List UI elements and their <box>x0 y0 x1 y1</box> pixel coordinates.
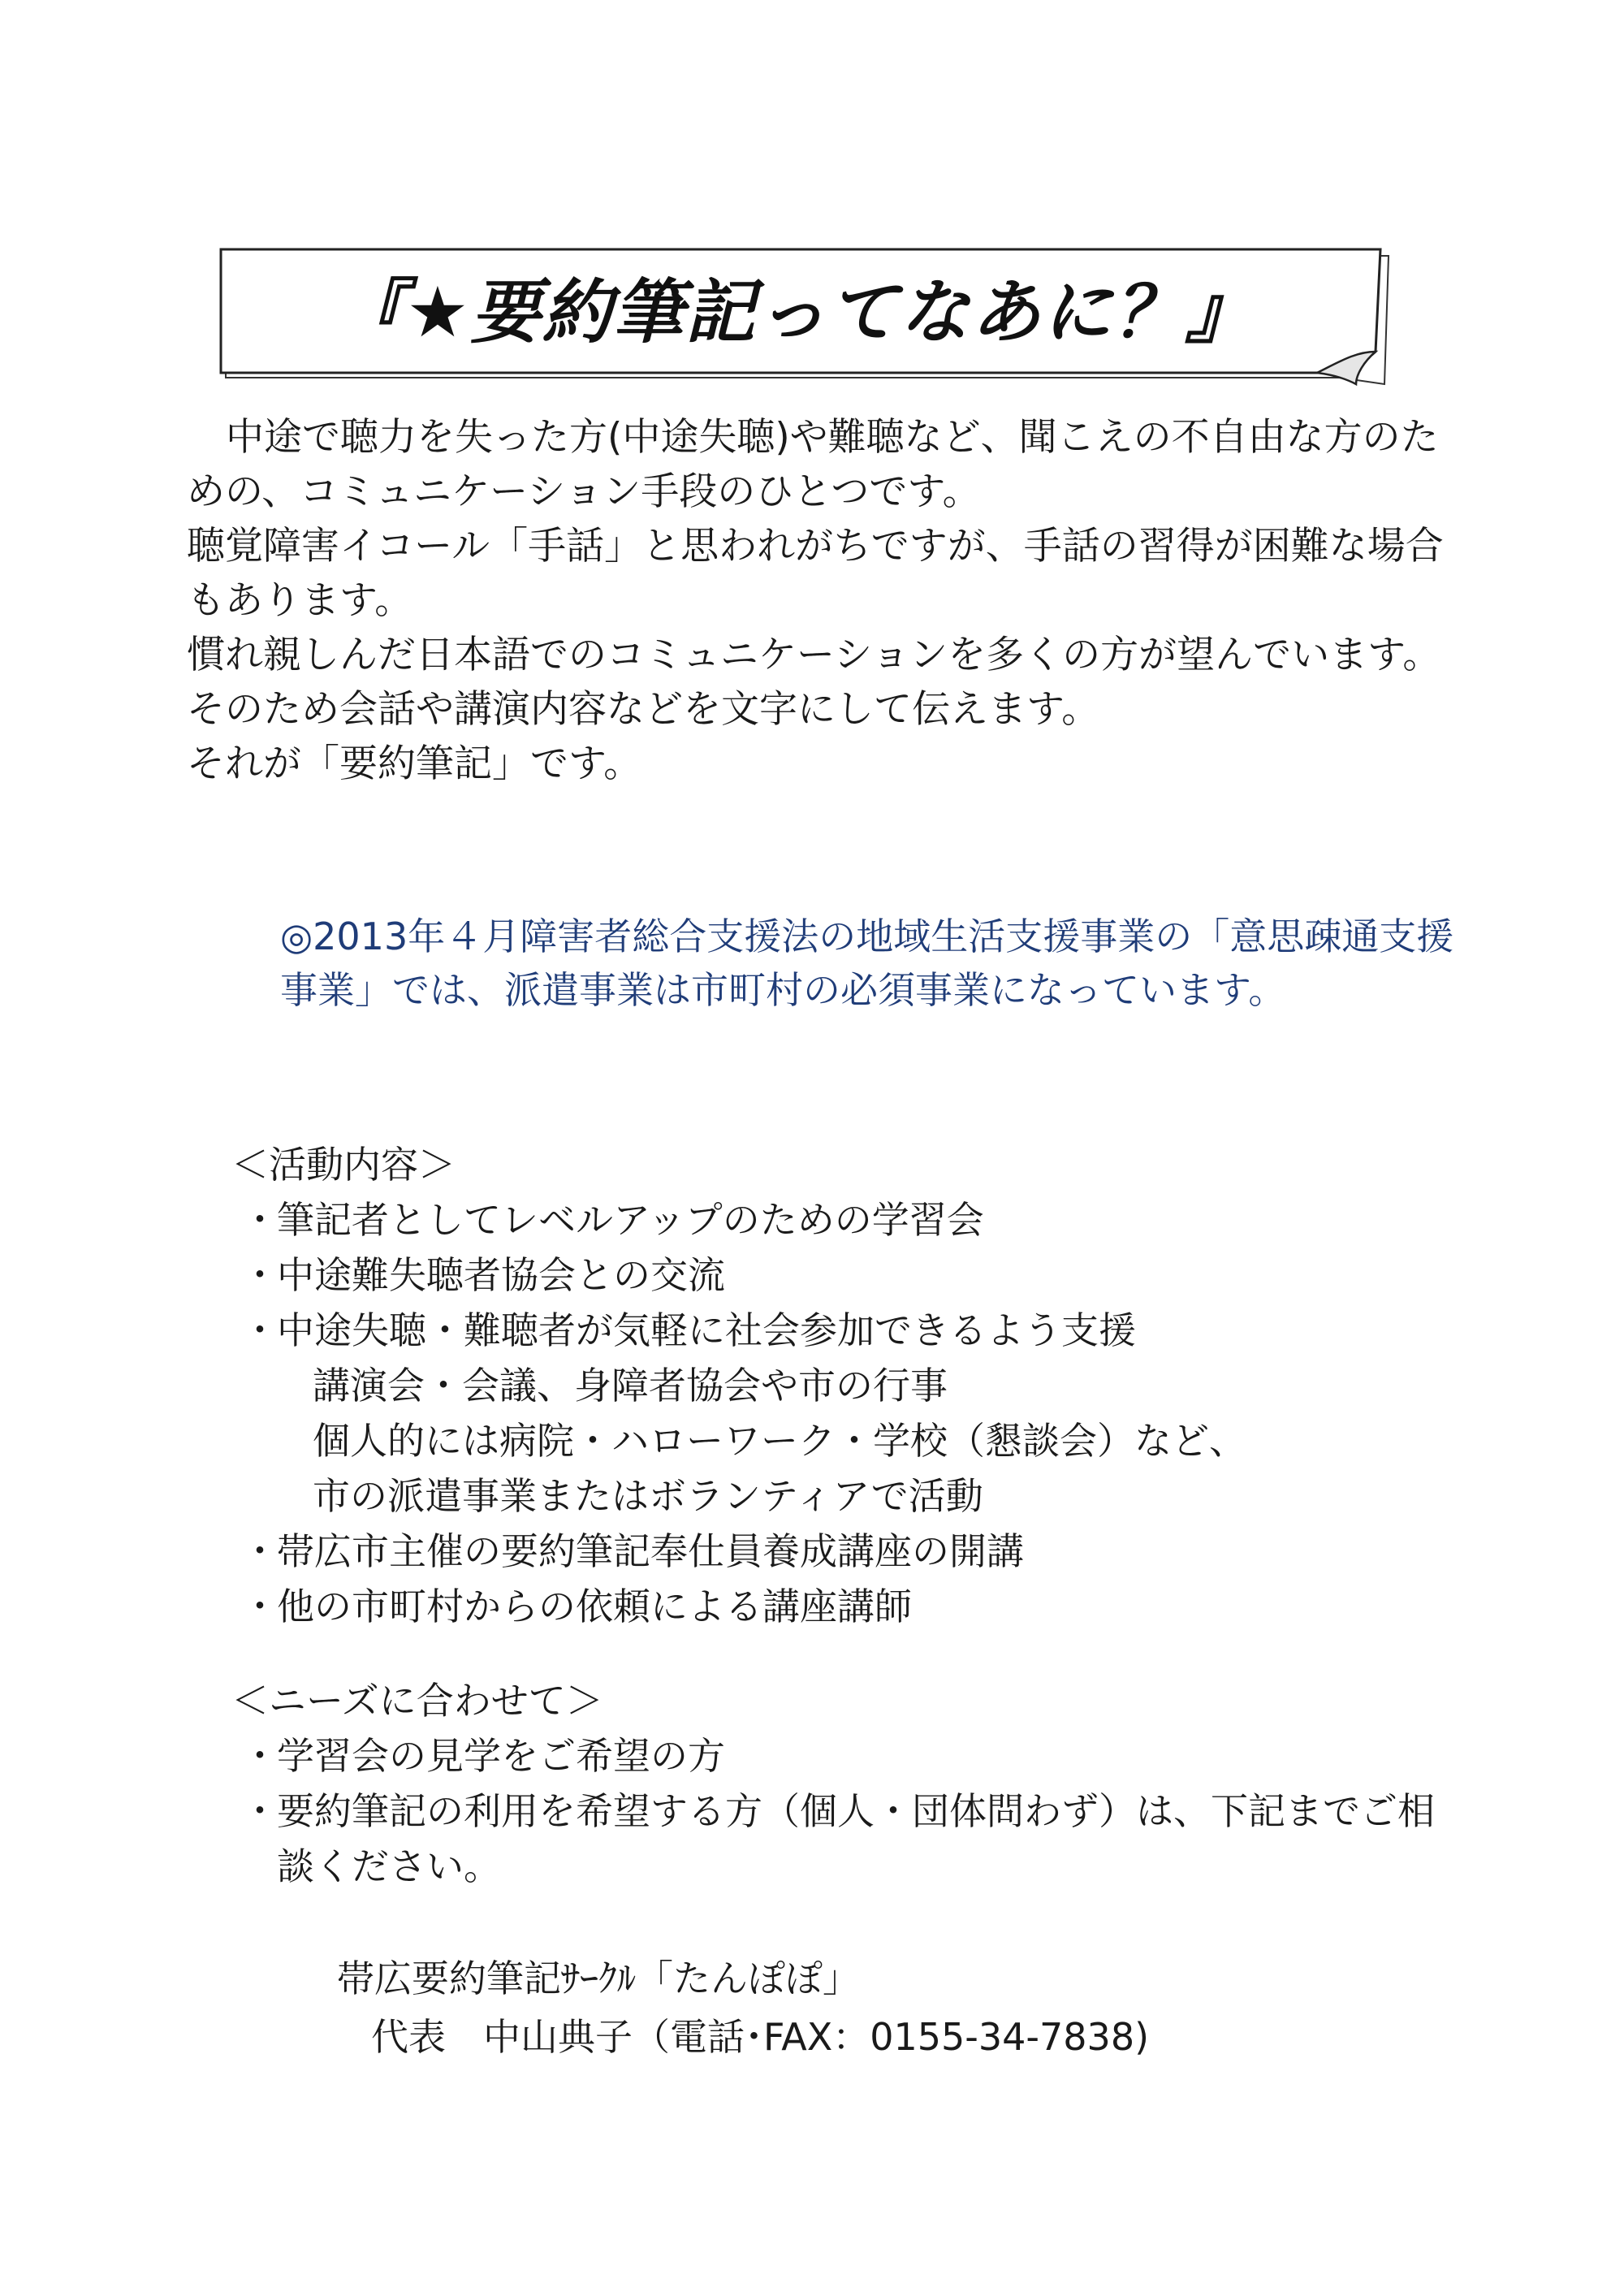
list-item-text: 他の市町村からの依頼による講座講師 <box>277 1585 912 1628</box>
sub-item: 市の派遣事業またはボランティアで活動 <box>313 1474 983 1518</box>
bullet: ・ <box>241 1789 279 1833</box>
list-item-text: 中途失聴・難聴者が気軽に社会参加できるよう支援 <box>277 1308 1136 1352</box>
activities-section <box>231 1137 1449 1634</box>
bullet: ・ <box>241 1585 279 1628</box>
list-item <box>231 1728 1449 1784</box>
activities-heading: ＜活動内容＞ <box>231 1143 456 1187</box>
bullet: ・ <box>241 1308 279 1352</box>
law-note <box>280 910 1482 1017</box>
bullet: ・ <box>241 1529 279 1573</box>
list-item-text: 学習会の見学をご希望の方 <box>277 1734 725 1778</box>
sub-item: 講演会・会議、身障者協会や市の行事 <box>313 1364 948 1407</box>
bullet: ・ <box>241 1253 279 1297</box>
intro-text <box>187 410 1470 791</box>
rep-name: 中山典子（電話･FAX：0155-34-7838) <box>483 2015 1150 2059</box>
intro-paragraph: それが「要約筆記」です。 <box>187 742 642 786</box>
list-item <box>231 1247 1449 1303</box>
list-item <box>231 1524 1449 1579</box>
bullet: ・ <box>241 1198 279 1242</box>
list-item-text: 帯広市主催の要約筆記奉仕員養成講座の開講 <box>277 1529 1024 1573</box>
list-item <box>231 1579 1449 1634</box>
list-item <box>231 1784 1449 1894</box>
list-item <box>231 1192 1449 1247</box>
sub-item: 個人的には病院・ハローワーク・学校（懇談会）など、 <box>313 1419 1246 1463</box>
intro-paragraph: 聴覚障害イコール「手話」と思われがちですが、手話の習得が困難な場合もあります。 <box>187 524 1444 623</box>
list-item-text: 要約筆記の利用を希望する方（個人・団体問わず）は、下記までご相談ください。 <box>277 1789 1435 1888</box>
rep-label: 代表 <box>371 2015 446 2059</box>
list-item-text: 中途難失聴者協会との交流 <box>277 1253 725 1297</box>
contact-block <box>337 1949 1474 2066</box>
needs-list <box>231 1728 1449 1894</box>
law-note-text: ◎2013年４月障害者総合支援法の地域生活支援事業の「意思疎通支援事業」では、派遣事業は市町村の必須事業になっています。 <box>280 915 1454 1012</box>
page-title: 『★要約筆記ってなあに？』 <box>335 272 1257 353</box>
title-banner <box>219 248 1397 390</box>
intro-paragraph: 中途で聴力を失った方(中途失聴)や難聴など、聞こえの不自由な方のための、コミュニケーション手段のひとつです。 <box>187 415 1439 514</box>
needs-heading: ＜ニーズに合わせて＞ <box>231 1679 603 1723</box>
organization-name: 帯広要約筆記ｻｰｸﾙ「たんぽぽ」 <box>337 1957 860 2000</box>
list-item-text: 筆記者としてレベルアップのための学習会 <box>277 1198 984 1242</box>
bullet: ・ <box>241 1734 279 1778</box>
intro-paragraph: そのため会話や講演内容などを文字にして伝えます。 <box>187 687 1100 732</box>
list-item <box>231 1303 1449 1524</box>
needs-section <box>231 1673 1449 1894</box>
intro-paragraph: 慣れ親しんだ日本語でのコミュニケーションを多くの方が望んでいます。 <box>187 633 1441 677</box>
representative-line <box>337 2008 1474 2066</box>
activities-list <box>231 1192 1449 1634</box>
